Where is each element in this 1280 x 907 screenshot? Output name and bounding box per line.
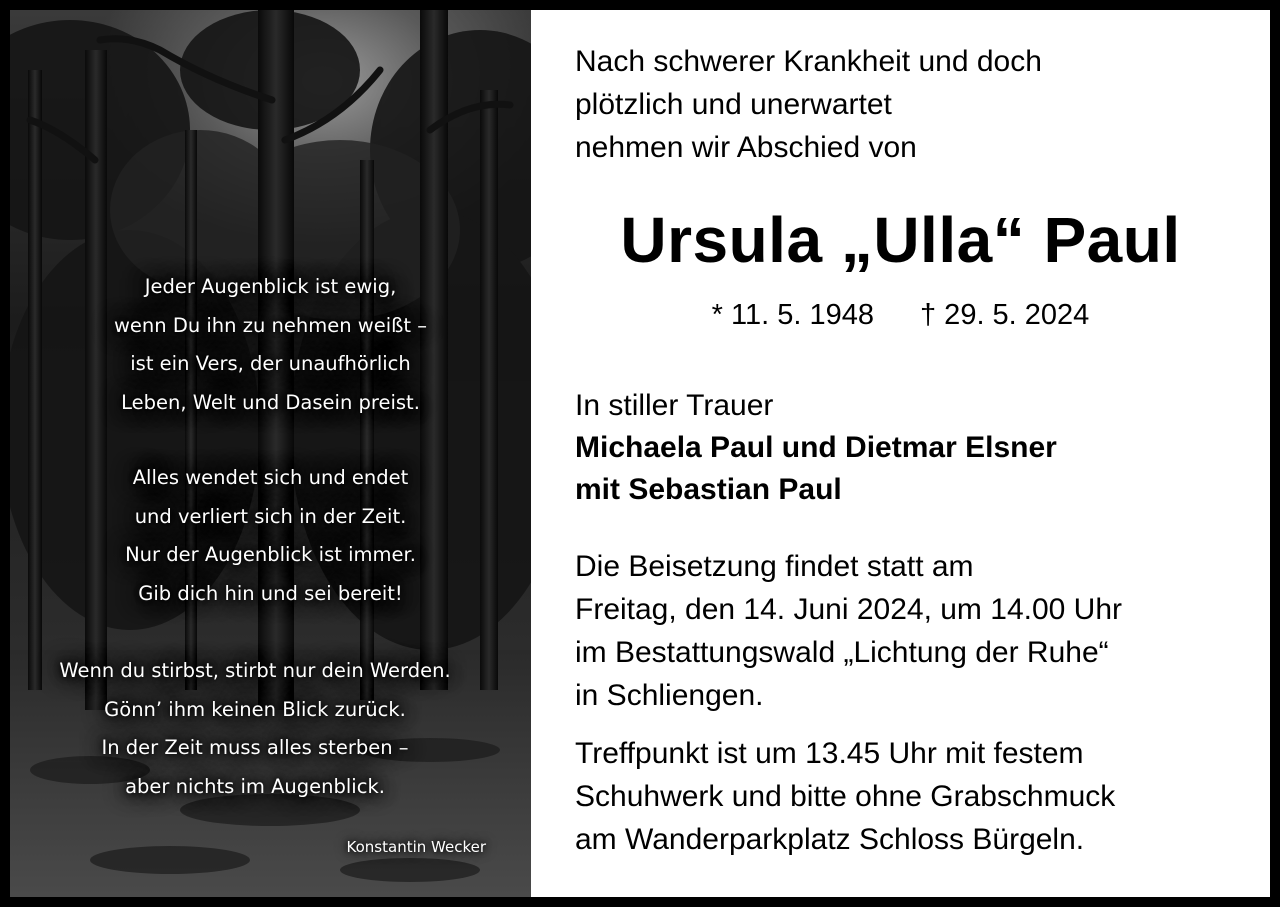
intro-line: Nach schwerer Krankheit und doch [575, 45, 1042, 78]
meeting-line: Schuhwerk und bitte ohne Grabschmuck [575, 780, 1116, 813]
poem [10, 10, 531, 897]
poem-line: Leben, Welt und Dasein preist. [121, 390, 420, 414]
intro-line: nehmen wir Abschied von [575, 131, 917, 164]
life-dates [531, 295, 1270, 335]
funeral-line: im Bestattungswald „Lichtung der Ruhe“ [575, 636, 1109, 669]
notice-panel [531, 10, 1270, 897]
intro-line: plötzlich und unerwartet [575, 88, 892, 121]
poem-line: In der Zeit muss alles sterben – [101, 736, 409, 759]
poem-line: Wenn du stirbst, stirbt nur dein Werden. [59, 659, 451, 682]
funeral-line: in Schliengen. [575, 679, 764, 712]
funeral-line: Freitag, den 14. Juni 2024, um 14.00 Uhr [575, 593, 1123, 626]
poem-stanza-3 [35, 652, 475, 806]
meeting-line: am Wanderparkplatz Schloss Bürgeln. [575, 823, 1085, 856]
intro-text [575, 40, 1042, 169]
mourners-block [575, 385, 1057, 511]
meeting-line: Treffpunkt ist um 13.45 Uhr mit festem [575, 737, 1084, 770]
poem-line: Jeder Augenblick ist ewig, [144, 275, 397, 298]
poem-line: Gönn’ ihm keinen Blick zurück. [104, 697, 406, 721]
forest-photo [10, 10, 531, 897]
funeral-line: Die Beisetzung findet statt am [575, 550, 974, 583]
deceased-name: Ursula „Ulla“ Paul [620, 204, 1181, 276]
mourner-line: mit Sebastian Paul [575, 473, 842, 506]
mourner-line: Michaela Paul und Dietmar Elsner [575, 431, 1057, 464]
poem-line: Gib dich hin und sei bereit! [138, 581, 403, 605]
funeral-details [575, 545, 1122, 717]
mourning-intro: In stiller Trauer [575, 389, 774, 422]
poem-line: Alles wendet sich und endet [132, 466, 409, 489]
poem-author: Konstantin Wecker [346, 838, 486, 856]
poem-stanza-2 [10, 459, 531, 613]
birth-date: * 11. 5. 1948 [711, 299, 874, 331]
poem-line: ist ein Vers, der unaufhörlich [130, 352, 411, 375]
death-date: † 29. 5. 2024 [920, 299, 1090, 331]
poem-line: aber nichts im Augenblick. [125, 774, 385, 798]
poem-line: und verliert sich in der Zeit. [134, 504, 407, 528]
meeting-details [575, 732, 1115, 861]
poem-line: wenn Du ihn zu nehmen weißt – [113, 313, 428, 337]
poem-stanza-1 [10, 268, 531, 422]
poem-line: Nur der Augenblick ist immer. [125, 543, 416, 566]
